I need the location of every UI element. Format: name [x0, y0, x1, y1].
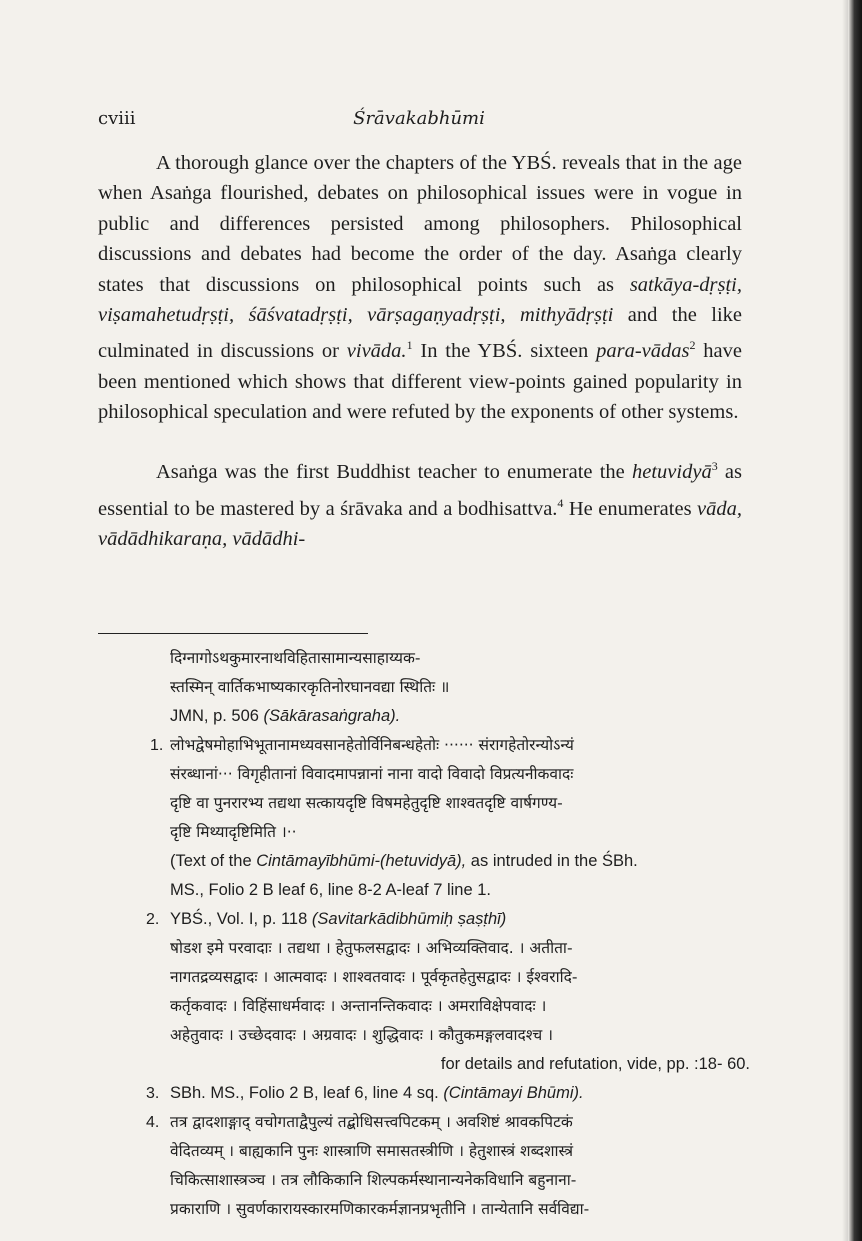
body-paragraph-1 [98, 148, 742, 427]
footnote-number: 4. [146, 1114, 160, 1131]
footnote-ref-mark: 1 [406, 338, 413, 353]
page-header [98, 106, 740, 136]
footnote-4 [98, 1108, 750, 1224]
sanskrit-line: दृष्टि वा पुनरारभ्य तद्यथा सत्कायदृष्टि विषमहेतुदृष्टि शाश्वतदृष्टि वार्षगण्य- [170, 794, 563, 812]
footnote-source: (Text of the Cintāmayībhūmi-(hetuvidyā), as intruded in the ŚBh. [170, 852, 638, 870]
footnote-source-cont: MS., Folio 2 B leaf 6, line 8-2 A-leaf 7 line 1. [170, 881, 492, 899]
sanskrit-line: कर्तृकवादः । विहिंसाधर्मवादः । अन्तानन्तिकवादः । अमराविक्षेपवादः । [170, 997, 547, 1015]
text-run: Asaṅga was the first Buddhist teacher to enumerate the [156, 461, 632, 484]
footnote-ref-mark: 4 [557, 495, 564, 510]
refutation-note: for details and refutation, vide, pp. :18- 60. [440, 1055, 750, 1073]
italic-term: vivāda. [346, 340, 407, 363]
text-run: In the YBŚ. sixteen [412, 340, 597, 363]
footnote-reference: SBh. MS., Folio 2 B, leaf 6, line 4 sq. (Cintāmayi Bhūmi). [170, 1084, 584, 1102]
text-run: have been mentioned which shows that different view-points gained popularity in philosophical speculation and were refuted by the exponents of other systems. [98, 340, 742, 424]
sanskrit-line: तत्र द्वादशाङ्गाद् वचोगताद्वैपुल्यं तद्बोधिसत्त्वपिटकम् । अवशिष्टं श्रावकपिटकं [170, 1113, 573, 1131]
footnote-reference: JMN, p. 506 (Sākārasaṅgraha). [170, 707, 401, 725]
footnote-number: 2. [146, 911, 160, 928]
text-run: as essential to be mastered by a śrāvaka and a bodhisattva. [98, 461, 743, 520]
sanskrit-line: स्तस्मिन् वार्तिकभाष्यकारकृतिनोरघानवद्या स्थितिः ॥ [170, 678, 450, 696]
footnote-separator [98, 633, 368, 634]
footnote-2 [98, 905, 750, 1079]
main-body [98, 148, 742, 554]
footnote-3 [98, 1079, 750, 1108]
footnote-number: 1. [150, 737, 164, 754]
page-edge-shadow [848, 0, 862, 1241]
page-number: cviii [98, 108, 136, 129]
running-title: Śrāvakabhūmi [353, 108, 485, 129]
text-run: A thorough glance over the chapters of the YBŚ. reveals that in the age when Asaṅga flourished, debates on philosophical issues were in vogue in public and differences persisted among philosophers. Philosophical discussions and debates had become the order of the day. Asaṅga clearly states that discussions on philosophical points such as [98, 152, 742, 296]
footnote-carryover [98, 644, 750, 731]
text-run: and the like culminated in discussions or [98, 304, 742, 363]
footnote-ref-mark: 3 [711, 459, 718, 474]
italic-term: para-vādas [596, 340, 690, 363]
footnote-reference: YBŚ., Vol. I, p. 118 (Savitarkādibhūmiḥ ṣaṣṭhī) [170, 910, 507, 928]
italic-term: vāda, vādādhikaraṇa, vādādhi- [98, 497, 742, 550]
sanskrit-line: वेदितव्यम् । बाह्यकानि पुनः शास्त्राणि समासतस्त्रीणि । हेतुशास्त्रं शब्दशास्त्रं [170, 1142, 574, 1160]
italic-term: satkāya-dṛṣṭi, viṣamahetudṛṣṭi, śāśvatadṛṣṭi, vārṣagaṇyadṛṣṭi, mithyādṛṣṭi [98, 273, 742, 327]
text-run: He enumerates [563, 497, 698, 520]
sanskrit-line: नागतद्रव्यसद्वादः । आत्मवादः । शाश्वतवादः । पूर्वकृतहेतुसद्वादः । ईश्वरादि- [170, 968, 578, 986]
sanskrit-line: अहेतुवादः । उच्छेदवादः । अग्रवादः । शुद्धिवादः । कौतुकमङ्गलवादश्च । [170, 1026, 553, 1044]
footnote-number: 3. [146, 1085, 160, 1102]
sanskrit-line: दिग्नागोऽथकुमारनाथविहितासामान्यसाहाय्यक- [170, 649, 421, 667]
sanskrit-line: चिकित्साशास्त्रञ्च । तत्र लौकिकानि शिल्पकर्मस्थानान्यनेकविधानि बहुनाना- [170, 1171, 577, 1189]
sanskrit-line: दृष्टि मिथ्यादृष्टिमिति ।·· [170, 823, 297, 841]
footnote-1 [98, 731, 750, 905]
italic-term: hetuvidyā [632, 461, 712, 484]
body-paragraph-2 [98, 451, 742, 554]
sanskrit-line: प्रकाराणि । सुवर्णकारायस्कारमणिकारकर्मज्ञानप्रभृतीनि । तान्येतानि सर्वविद्या- [170, 1200, 590, 1218]
sanskrit-line: षोडश इमे परवादाः । तद्यथा । हेतुफलसद्वादः । अभिव्यक्तिवाद. । अतीता- [170, 939, 573, 957]
footnotes [98, 644, 750, 1224]
sanskrit-line: संरब्धानां··· विगृहीतानां विवादमापन्नानां नाना वादो विवादो विप्रत्यनीकवादः [170, 765, 574, 783]
footnote-ref-mark: 2 [689, 338, 696, 353]
sanskrit-line: लोभद्वेषमोहाभिभूतानामध्यवसानहेतोर्विनिबन्धहेतोः ······ संरागहेतोरन्योऽन्यं [170, 736, 574, 754]
